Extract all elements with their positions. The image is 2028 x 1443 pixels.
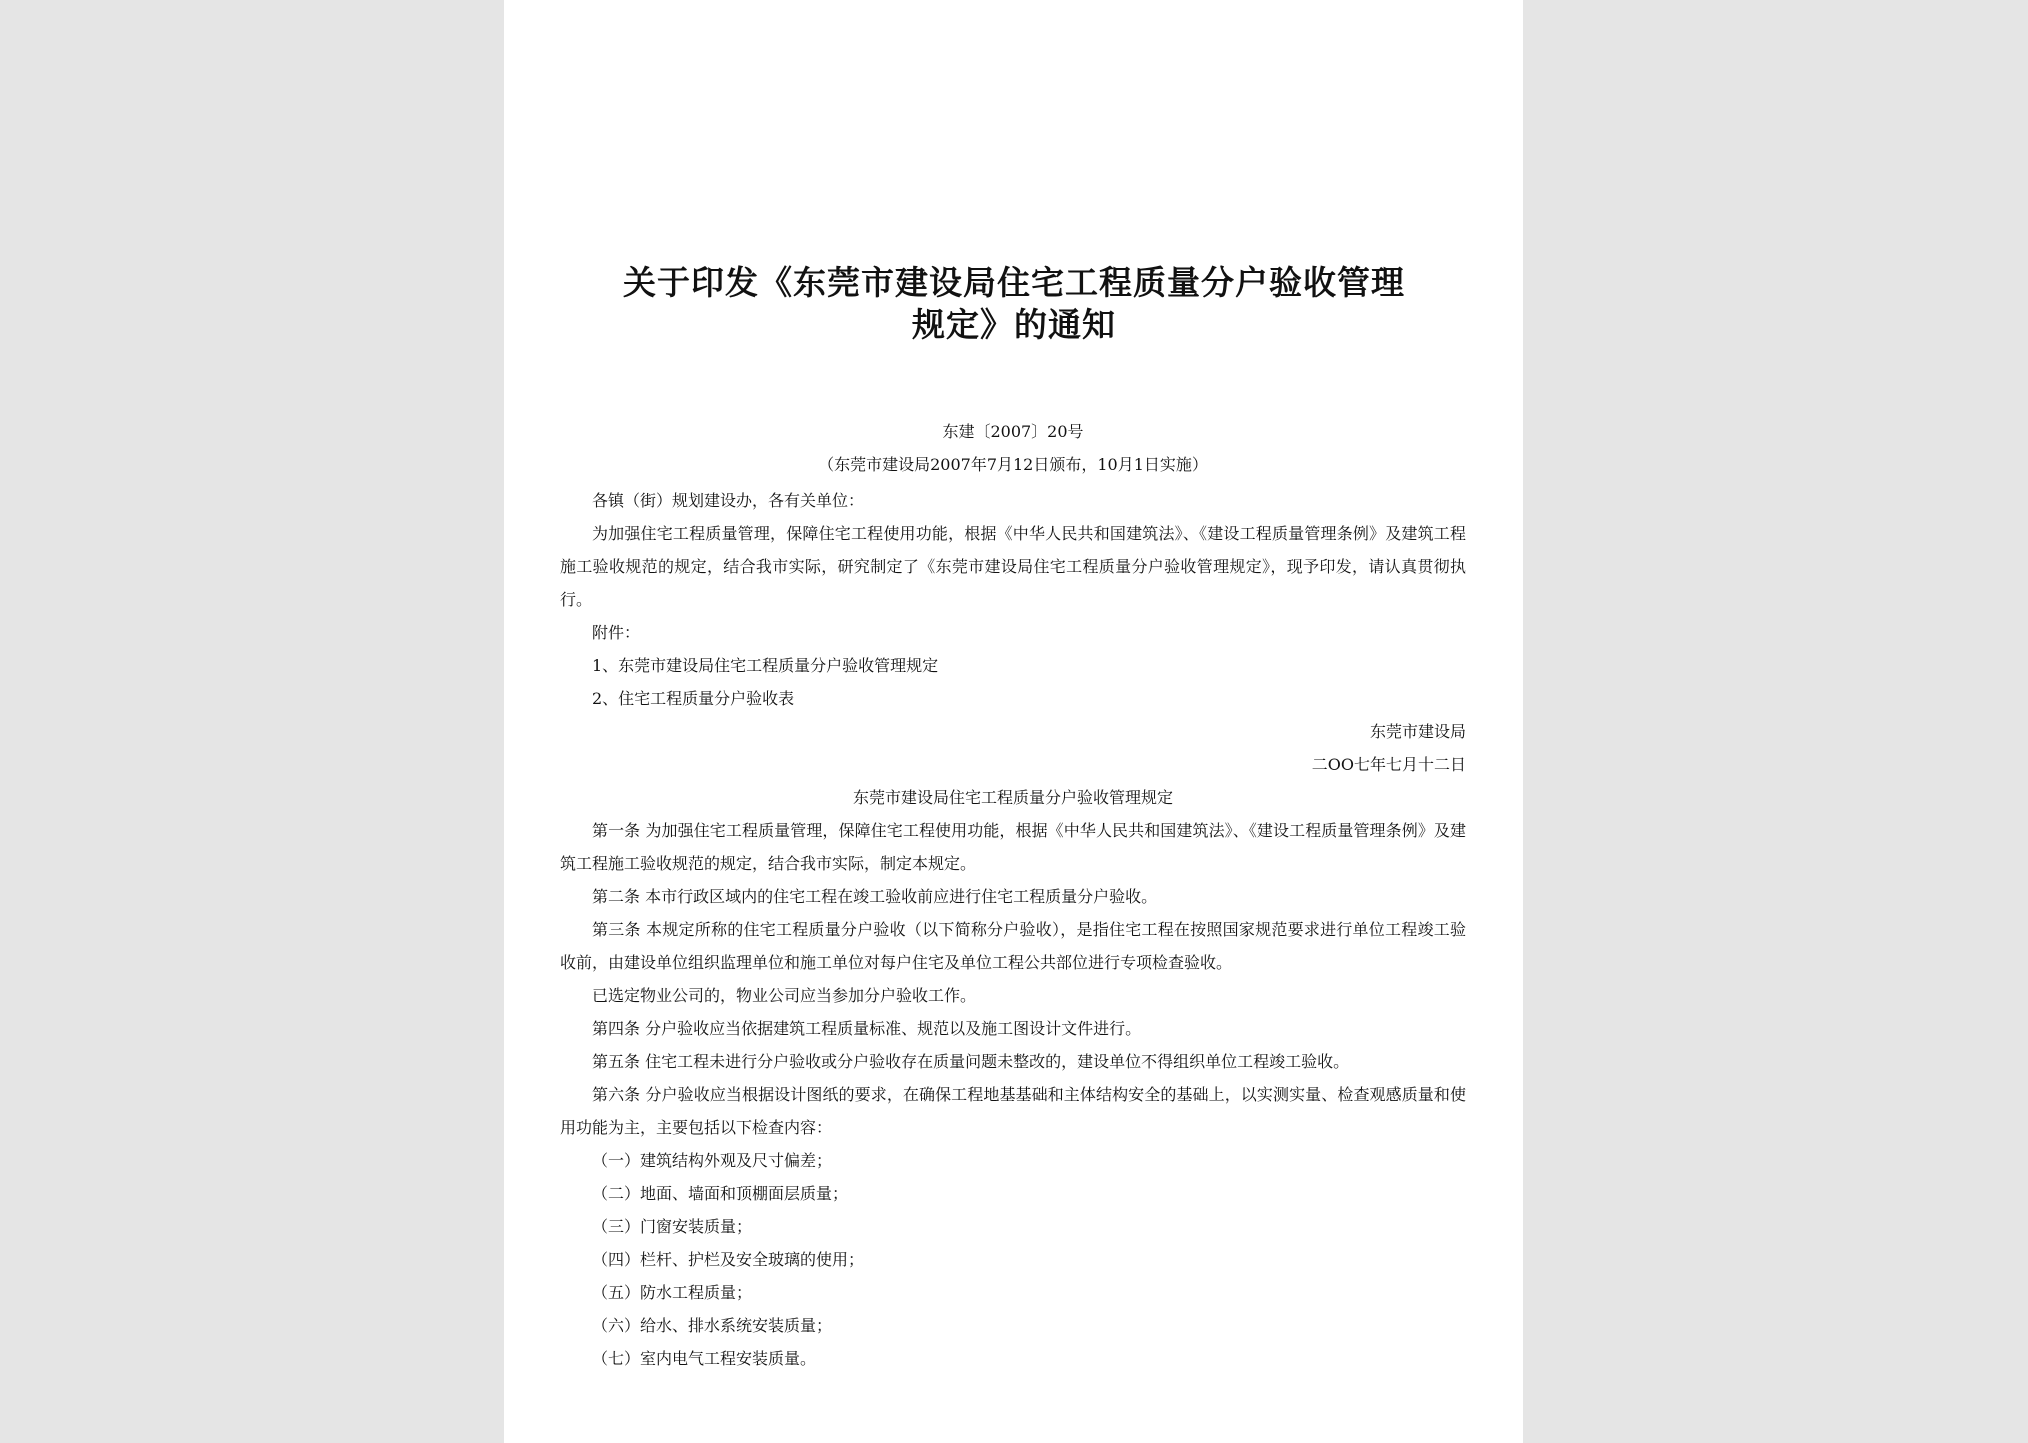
title-line-2: 规定》的通知 [912,305,1116,344]
regulation-title: 东莞市建设局住宅工程质量分户验收管理规定 [852,788,1173,807]
title-line-1: 关于印发《东莞市建设局住宅工程质量分户验收管理 [623,263,1405,302]
inspection-item-3: （三）门窗安装质量； [592,1217,753,1236]
signature-date: 二OO七年七月十二日 [1311,755,1466,774]
document-number: 东建〔2007〕20号 [942,422,1084,441]
document-page [504,0,1523,1443]
inspection-item-5: （五）防水工程质量； [592,1283,753,1302]
attachments-label: 附件： [592,623,641,642]
signature-org: 东莞市建设局 [1369,722,1466,741]
inspection-item-1: （一）建筑结构外观及尺寸偏差； [592,1151,833,1170]
inspection-item-4: （四）栏杆、护栏及安全玻璃的使用； [592,1250,865,1269]
article-1: 第一条 为加强住宅工程质量管理，保障住宅工程使用功能，根据《中华人民共和国建筑法》、《建设工程质量管理条例》及建筑工程施工验收规范的规定，结合我市实际，制定本规定。 [560,821,1466,873]
intro-paragraph: 为加强住宅工程质量管理，保障住宅工程使用功能，根据《中华人民共和国建筑法》、《建设工程质量管理条例》及建筑工程施工验收规范的规定，结合我市实际，研究制定了《东莞市建设局住宅工程质量分户验收管理规定》，现予印发，请认真贯彻执行。 [560,524,1466,609]
document-body [560,484,1466,1375]
article-6: 第六条 分户验收应当根据设计图纸的要求，在确保工程地基基础和主体结构安全的基础上，以实测实量、检查观感质量和使用功能为主，主要包括以下检查内容： [560,1085,1466,1137]
inspection-item-7: （七）室内电气工程安装质量。 [592,1349,817,1368]
inspection-item-6: （六）给水、排水系统安装质量； [592,1316,833,1335]
salutation: 各镇（街）规划建设办，各有关单位： [592,491,865,510]
article-3: 第三条 本规定所称的住宅工程质量分户验收（以下简称分户验收），是指住宅工程在按照国家规范要求进行单位工程竣工验收前，由建设单位组织监理单位和施工单位对每户住宅及单位工程公共部位进行专项检查验收。 [560,920,1466,972]
attachment-item-1: 1、东莞市建设局住宅工程质量分户验收管理规定 [592,656,939,675]
article-4: 第四条 分户验收应当依据建筑工程质量标准、规范以及施工图设计文件进行。 [592,1019,1142,1038]
attachment-item-2: 2、住宅工程质量分户验收表 [592,689,795,708]
document-title [544,262,1484,346]
article-5: 第五条 住宅工程未进行分户验收或分户验收存在质量问题未整改的，建设单位不得组织单位工程竣工验收。 [592,1052,1350,1071]
article-3-note: 已选定物业公司的，物业公司应当参加分户验收工作。 [592,986,977,1005]
issued-note: （东莞市建设局2007年7月12日颁布，10月1日实施） [818,455,1208,474]
article-2: 第二条 本市行政区域内的住宅工程在竣工验收前应进行住宅工程质量分户验收。 [592,887,1158,906]
inspection-item-2: （二）地面、墙面和顶棚面层质量； [592,1184,849,1203]
